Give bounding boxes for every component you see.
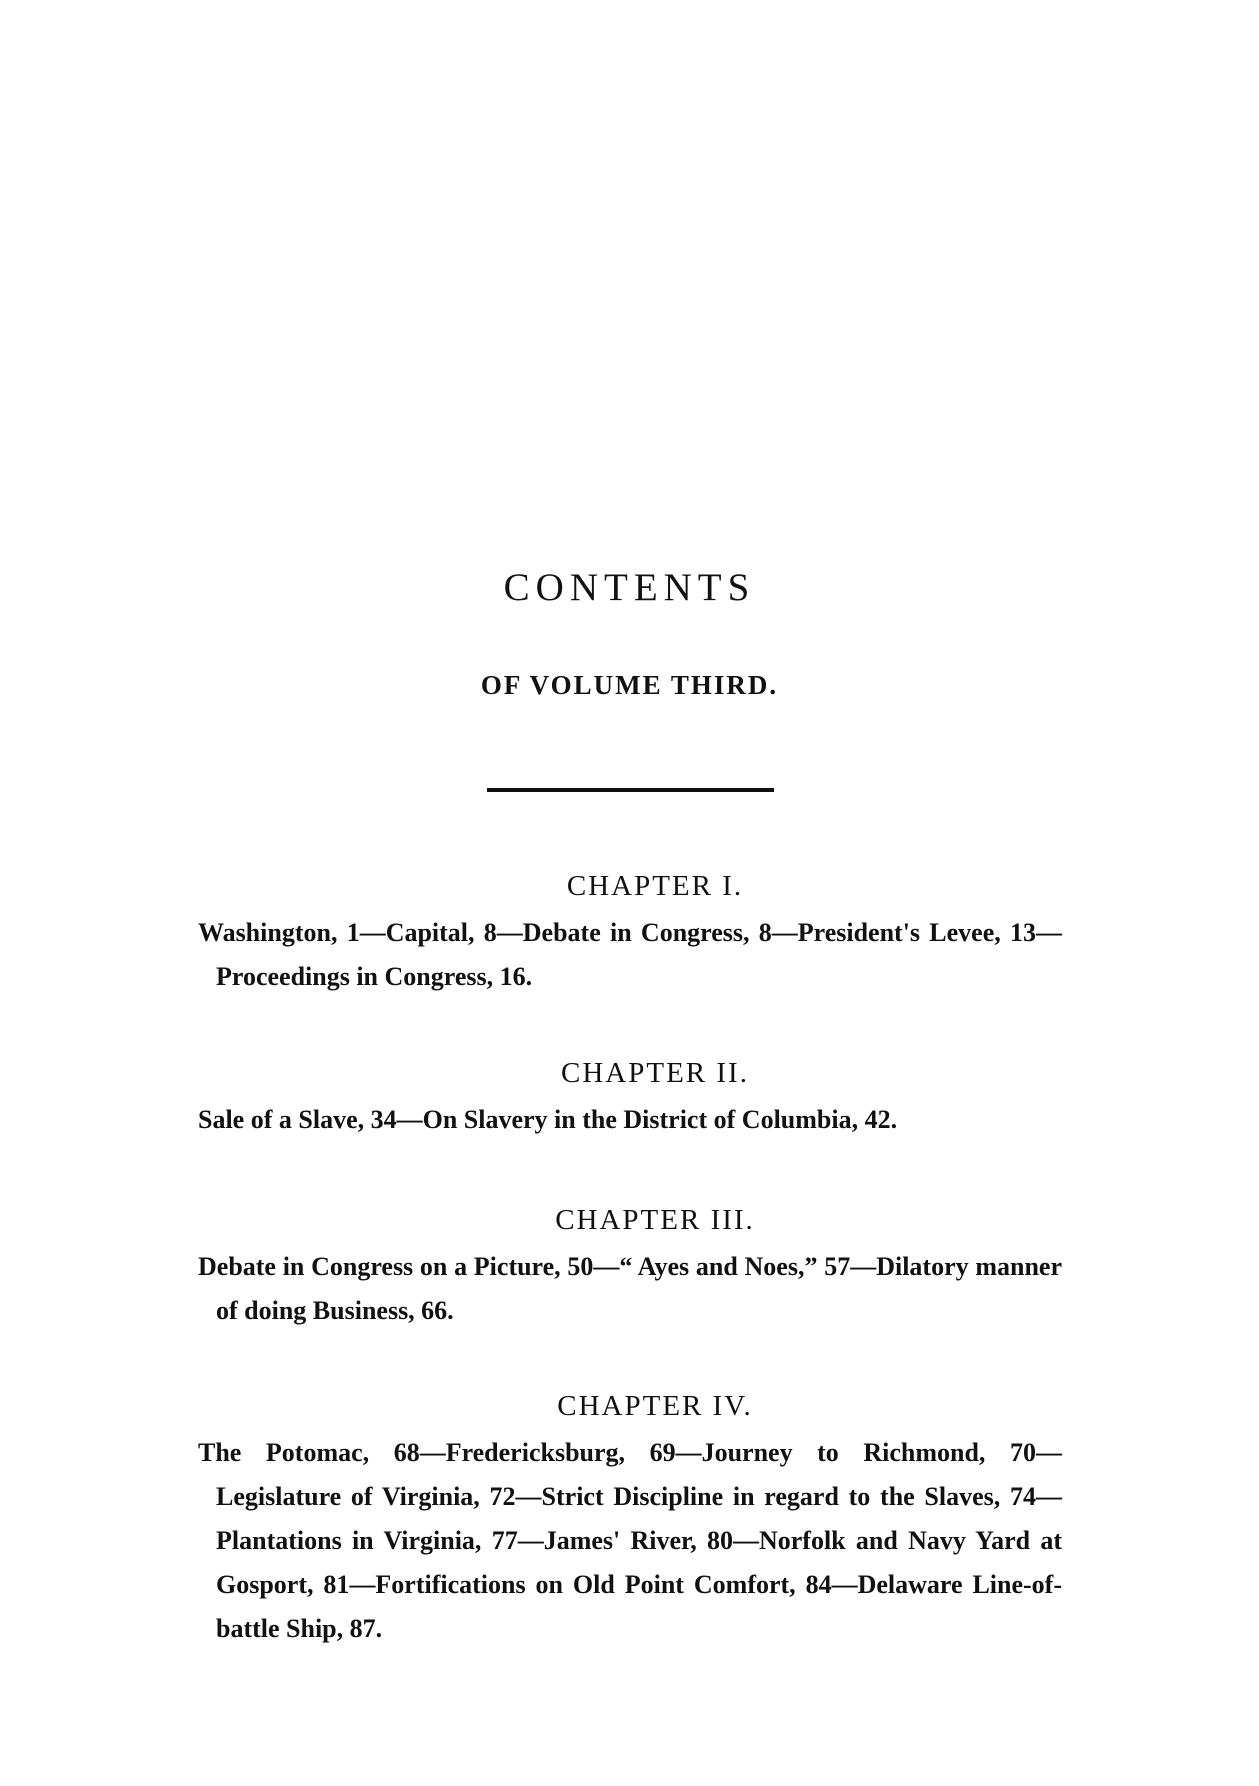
chapter-heading: CHAPTER II. bbox=[561, 1057, 749, 1089]
chapter-heading: CHAPTER III. bbox=[555, 1204, 755, 1236]
chapter-summary: Sale of a Slave, 34—On Slavery in the District of Columbia, 42. bbox=[198, 1105, 898, 1134]
chapter-section-1 bbox=[198, 870, 1062, 999]
chapter-summary: Debate in Congress on a Picture, 50—“ Ayes and Noes,” 57—Dilatory manner of doing Business, 66. bbox=[198, 1252, 1062, 1325]
chapter-summary: The Potomac, 68—Fredericksburg, 69—Journey to Richmond, 70—Legislature of Virginia, 72—Strict Discipline in regard to the Slaves, 74—Plantations in Virginia, 77—James' River, 80—Norfolk and Navy Yard at Gosport, 81—Fortifications on Old Point Comfort, 84—Delaware Line-of-battle Ship, 87. bbox=[198, 1438, 1062, 1643]
chapter-section-2 bbox=[198, 1057, 1062, 1142]
chapter-section-4 bbox=[198, 1390, 1062, 1651]
page-subtitle: OF VOLUME THIRD. bbox=[480, 670, 779, 700]
chapter-section-3 bbox=[198, 1204, 1062, 1333]
chapter-heading: CHAPTER I. bbox=[566, 870, 744, 902]
page-title: CONTENTS bbox=[503, 566, 756, 609]
chapter-heading: CHAPTER IV. bbox=[557, 1390, 753, 1422]
chapter-summary: Washington, 1—Capital, 8—Debate in Congress, 8—President's Levee, 13—Proceedings in Congress, 16. bbox=[198, 918, 1062, 991]
divider-rule bbox=[487, 788, 774, 792]
